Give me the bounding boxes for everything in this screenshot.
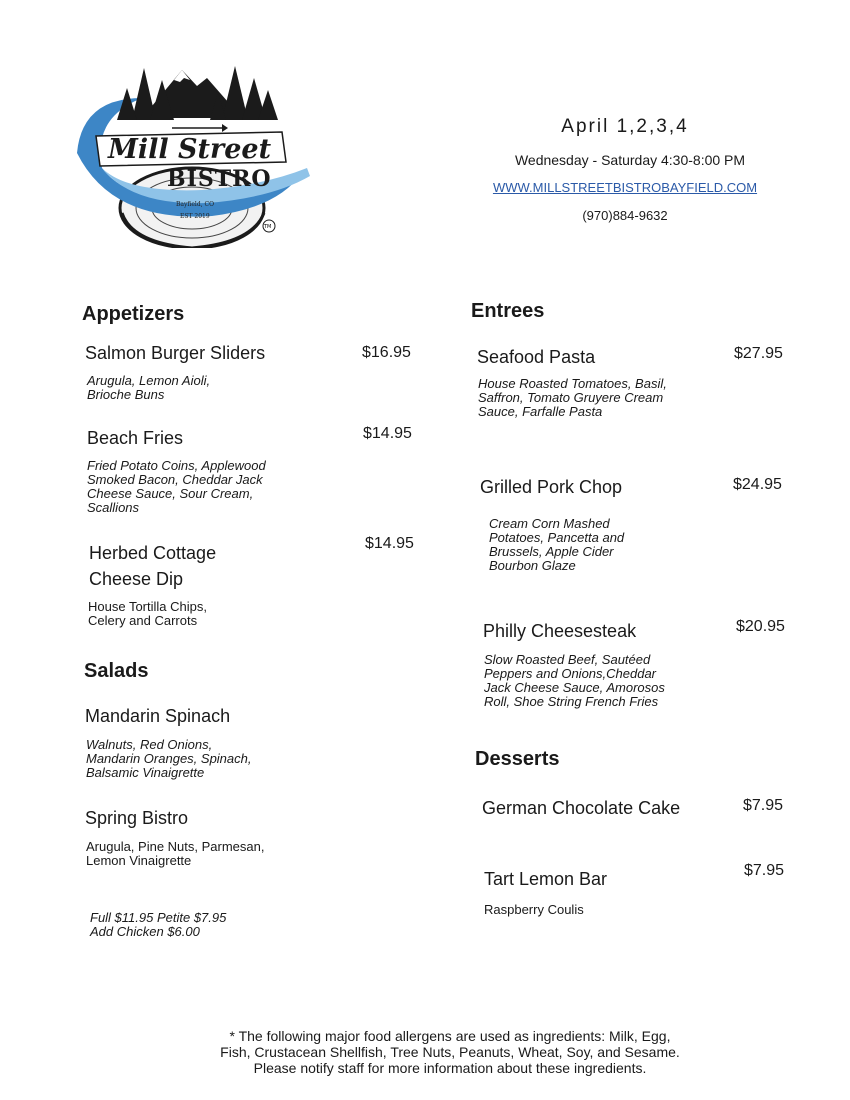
entree-name: Philly Cheesesteak	[483, 621, 637, 641]
appetizer-price: $14.95	[363, 425, 412, 442]
salad-description: Arugula, Pine Nuts, Parmesan, Lemon Vinaigrette	[86, 839, 265, 868]
logo-name-line2: BISTRO	[167, 166, 272, 192]
logo-location: Bayfield, CO	[176, 201, 215, 208]
appetizer-price: $14.95	[365, 535, 414, 552]
appetizer-price: $16.95	[362, 344, 411, 361]
appetizers-heading: Appetizers	[82, 303, 185, 325]
website-link[interactable]: WWW.MILLSTREETBISTROBAYFIELD.COM	[492, 180, 758, 195]
entree-name: Seafood Pasta	[477, 347, 596, 367]
entree-price: $27.95	[734, 345, 783, 362]
logo-name-line1: Mill Street	[108, 134, 272, 165]
phone-number: (970)884-9632	[582, 208, 668, 223]
entree-description: Slow Roasted Beef, Sautéed Peppers and Onions,Cheddar Jack Cheese Sauce, Amorosos Roll, Shoe String French Fries	[484, 652, 665, 709]
entrees-heading: Entrees	[471, 300, 545, 322]
salad-name: Mandarin Spinach	[85, 706, 231, 726]
salad-pricing: Full $11.95 Petite $7.95 Add Chicken $6.00	[90, 910, 227, 939]
appetizer-name: Salmon Burger Sliders	[85, 343, 266, 363]
entree-description: Cream Corn Mashed Potatoes, Pancetta and Brussels, Apple Cider Bourbon Glaze	[489, 516, 625, 573]
trademark-mark: TM	[264, 224, 272, 230]
entree-price: $20.95	[736, 618, 785, 635]
appetizer-description: Arugula, Lemon Aioli, Brioche Buns	[87, 373, 211, 402]
salad-description: Walnuts, Red Onions, Mandarin Oranges, Spinach, Balsamic Vinaigrette	[86, 737, 252, 780]
dessert-description: Raspberry Coulis	[484, 902, 584, 917]
menu-dates: April 1,2,3,4	[561, 116, 689, 137]
entree-description: House Roasted Tomatoes, Basil, Saffron, Tomato Gruyere Cream Sauce, Farfalle Pasta	[478, 376, 667, 419]
dessert-price: $7.95	[744, 862, 785, 879]
appetizer-name: Beach Fries	[87, 428, 184, 448]
desserts-heading: Desserts	[475, 748, 560, 770]
appetizer-description: Fried Potato Coins, Applewood Smoked Bacon, Cheddar Jack Cheese Sauce, Sour Cream, Scallions	[87, 458, 266, 515]
entree-name: Grilled Pork Chop	[480, 477, 623, 497]
business-hours: Wednesday - Saturday 4:30-8:00 PM	[514, 152, 746, 168]
dessert-name: German Chocolate Cake	[482, 798, 681, 818]
dessert-name: Tart Lemon Bar	[484, 869, 608, 889]
appetizer-description: House Tortilla Chips, Celery and Carrots	[88, 599, 207, 628]
logo-graphic	[72, 58, 312, 248]
logo-established: EST 2019	[180, 213, 210, 220]
dessert-price: $7.95	[743, 797, 784, 814]
appetizer-name: Herbed Cottage Cheese Dip	[89, 543, 217, 589]
salads-heading: Salads	[84, 660, 149, 682]
entree-price: $24.95	[733, 476, 782, 493]
allergen-notice: * The following major food allergens are used as ingredients: Milk, Egg, Fish, Crustacean Shellfish, Tree Nuts, Peanuts, Wheat, Soy, and Sesame. Please notify staff for more information about these ingredients.	[220, 1028, 680, 1076]
bistro-logo	[72, 58, 312, 248]
salad-name: Spring Bistro	[85, 808, 189, 828]
